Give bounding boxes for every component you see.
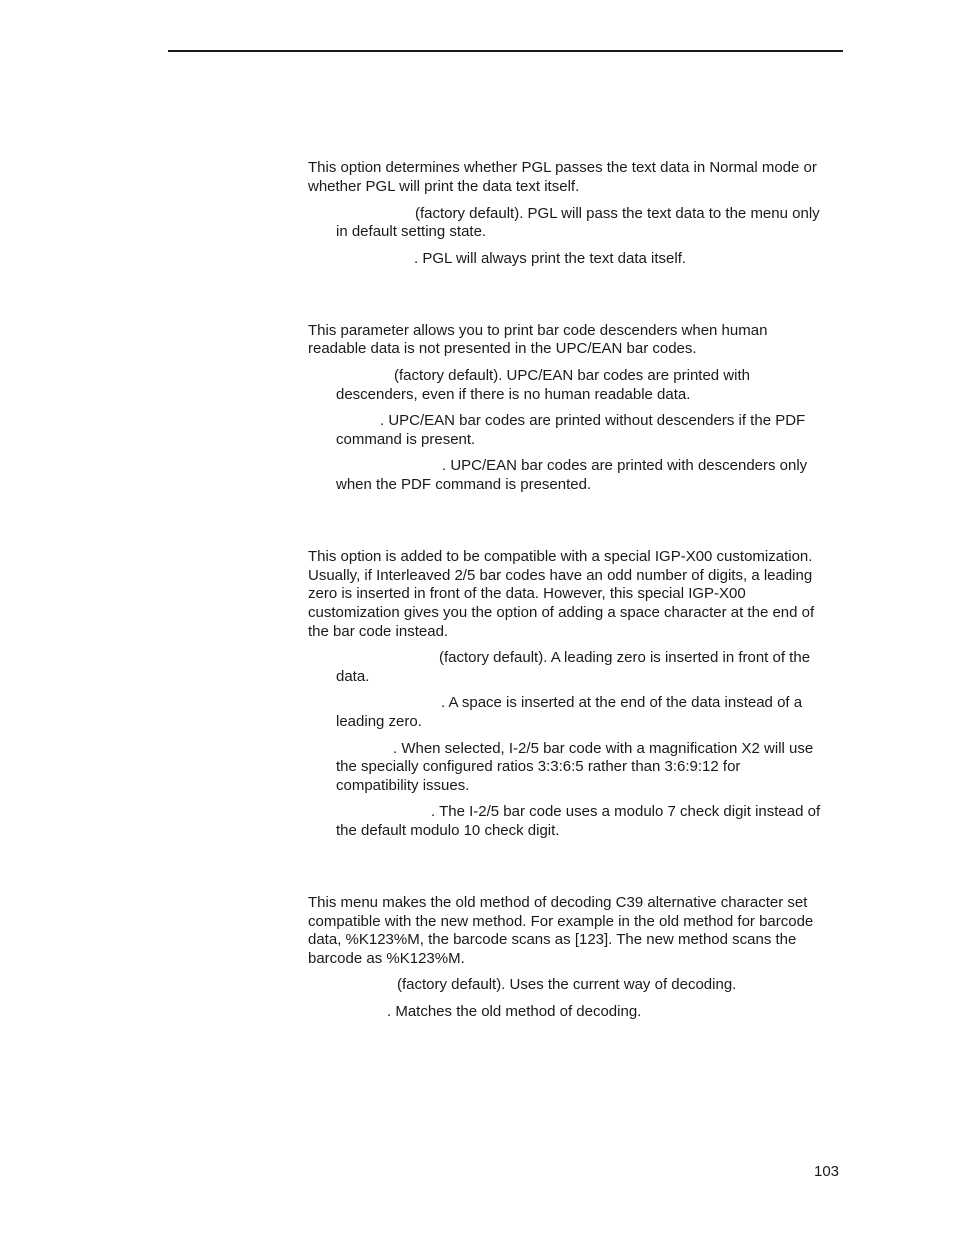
section-2-intro-line-1: This parameter allows you to print bar code descenders when human [308,322,768,339]
section-4-option-1-line-1: (factory default). Uses the current way of decoding. [397,976,737,993]
section-3-option-2-line-1: . A space is inserted at the end of the data instead of a [441,694,803,711]
section-3-option-1-line-1: (factory default). A leading zero is inserted in front of the [439,649,811,666]
section-1-option-2-line-1: . PGL will always print the text data itself. [414,250,687,267]
section-3-intro-line-5: the bar code instead. [308,623,449,640]
section-3-option-4-line-1: . The I-2/5 bar code uses a modulo 7 check digit instead of [431,803,821,820]
section-4-intro-line-3: data, %K123%M, the barcode scans as [123]. The new method scans the [308,931,797,948]
section-3-intro-line-3: zero is inserted in front of the data. However, this special IGP-X00 [308,585,746,602]
section-2-option-3-line-2: when the PDF command is presented. [336,476,592,493]
page-number: 103 [814,1163,840,1180]
section-1-intro-line-1: This option determines whether PGL passes the text data in Normal mode or [308,159,817,176]
section-2-intro-line-2: readable data is not presented in the UPC/EAN bar codes. [308,340,697,357]
section-1-option-1-line-2: in default setting state. [336,223,487,240]
section-1-option-1-line-1: (factory default). PGL will pass the text data to the menu only [415,205,820,222]
section-3-option-1-line-2: data. [336,668,370,685]
section-2-option-1-line-2: descenders, even if there is no human readable data. [336,386,691,403]
section-3-option-3-line-1: . When selected, I-2/5 bar code with a magnification X2 will use [393,740,814,757]
section-4-intro-line-2: compatible with the new method. For example in the old method for barcode [308,913,814,930]
section-3-intro-line-1: This option is added to be compatible with a special IGP-X00 customization. [308,548,813,565]
section-4-intro-line-1: This menu makes the old method of decoding C39 alternative character set [308,894,808,911]
section-3-option-4-line-2: the default modulo 10 check digit. [336,822,560,839]
section-2-option-2-line-1: . UPC/EAN bar codes are printed without descenders if the PDF [380,412,806,429]
section-4-intro-line-4: barcode as %K123%M. [308,950,465,967]
section-3-option-3-line-3: compatibility issues. [336,777,470,794]
section-3-option-2-line-2: leading zero. [336,713,422,730]
section-3-intro-line-2: Usually, if Interleaved 2/5 bar codes have an odd number of digits, a leading [308,567,813,584]
header-rule [168,50,843,52]
section-1-intro-line-2: whether PGL will print the data text itself. [308,178,580,195]
section-2-option-2-line-2: command is present. [336,431,476,448]
section-3-intro-line-4: customization gives you the option of adding a space character at the end of [308,604,815,621]
section-2-option-1-line-1: (factory default). UPC/EAN bar codes are printed with [394,367,750,384]
section-2-option-3-line-1: . UPC/EAN bar codes are printed with descenders only [442,457,808,474]
section-3-option-3-line-2: the specially configured ratios 3:3:6:5 rather than 3:6:9:12 for [336,758,741,775]
section-4-option-2-line-1: . Matches the old method of decoding. [387,1003,642,1020]
